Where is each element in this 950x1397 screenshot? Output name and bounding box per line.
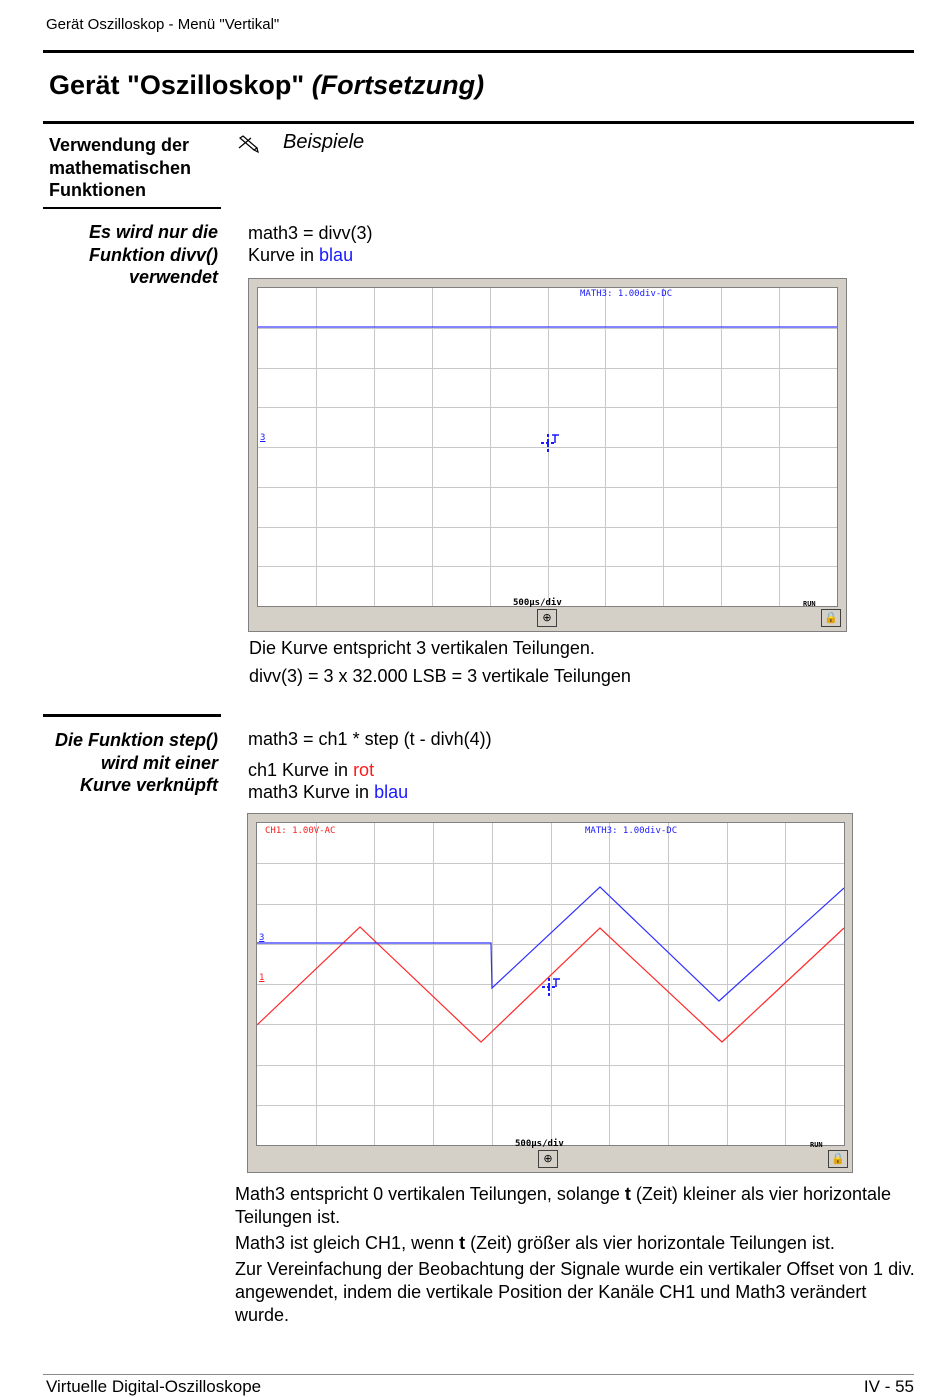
scope2-marker-math: 3 <box>259 933 265 943</box>
header-rule <box>43 50 914 53</box>
example2-paragraph1 <box>235 1183 915 1229</box>
footer-rule <box>43 1374 914 1375</box>
page-title-main: Gerät "Oszilloskop" <box>49 70 305 100</box>
scope1-plot <box>257 287 838 607</box>
scope1-lock-button[interactable]: 🔒 <box>821 609 841 627</box>
example1-curve-color: blau <box>319 245 354 265</box>
example1-formula: math3 = divv(3) <box>248 223 373 243</box>
scope1-trigger-icon <box>541 434 559 452</box>
scope2-zoom-button[interactable]: ⊕ <box>538 1150 558 1168</box>
scope1-window <box>248 278 847 632</box>
scope1-math-label: MATH3: 1.00div-DC <box>580 289 673 299</box>
scope2-run-status: RUN <box>810 1141 823 1149</box>
page-title <box>49 70 484 101</box>
example2-rule <box>43 714 221 717</box>
running-header: Gerät Oszilloskop - Menü "Vertikal" <box>46 16 280 33</box>
scope1-marker-math: 3 <box>260 433 266 443</box>
example2-math-color: blau <box>374 782 409 802</box>
example1-curve-line <box>248 244 353 267</box>
scope2-plot <box>256 822 845 1146</box>
example1-side-label: Es wird nur die Funktion divv() verwendet <box>88 222 218 287</box>
example2-math-prefix: math3 Kurve in <box>248 782 375 802</box>
section-heading: Verwendung der mathematischen Funktionen <box>49 135 192 200</box>
para1-c: (Zeit) kleiner als vier horizontale Teilungen ist. <box>235 1184 892 1227</box>
para1-b: t <box>624 1184 631 1204</box>
examples-label: Beispiele <box>283 131 365 153</box>
example2-side-label: Die Funktion step() wird mit einer Kurve verknüpft <box>55 730 218 795</box>
example2-ch1-line <box>248 759 374 782</box>
para2-c: (Zeit) größer als vier horizontale Teilungen ist. <box>465 1233 835 1253</box>
example2-ch1-color: rot <box>353 760 375 780</box>
scope2-marker-ch1: 1 <box>259 973 265 983</box>
scope2-lock-button[interactable]: 🔒 <box>828 1150 848 1168</box>
example2-paragraph3: Zur Vereinfachung der Beobachtung der Signale wurde ein vertikaler Offset von 1 div. angewendet, indem die vertikale Position der Kanäle CH1 und Math3 verändert wurde. <box>235 1259 915 1325</box>
scope1-run-status: RUN <box>803 600 816 608</box>
para1-a: Math3 entspricht 0 vertikalen Teilungen, solange <box>235 1184 625 1204</box>
pencil-icon <box>238 134 260 154</box>
example1-curve-prefix: Kurve in <box>248 245 320 265</box>
para2-a: Math3 ist gleich CH1, wenn <box>235 1233 460 1253</box>
title-rule <box>43 121 914 124</box>
example1-caption1: Die Kurve entspricht 3 vertikalen Teilungen. <box>249 638 595 658</box>
example2-math-line <box>248 781 408 804</box>
example2-ch1-prefix: ch1 Kurve in <box>248 760 354 780</box>
scope2-timebase: 500µs/div <box>515 1139 564 1149</box>
scope1-svg <box>258 288 837 606</box>
example1-caption2: divv(3) = 3 x 32.000 LSB = 3 vertikale Teilungen <box>249 666 631 686</box>
scope2-math-label: MATH3: 1.00div-DC <box>585 826 678 836</box>
section-heading-rule <box>43 207 221 209</box>
footer-page-number: IV - 55 <box>863 1377 914 1396</box>
footer-left: Virtuelle Digital-Oszilloskope <box>46 1377 262 1396</box>
para2-b: t <box>459 1233 466 1253</box>
scope1-timebase: 500µs/div <box>513 598 562 608</box>
scope2-ch1-label: CH1: 1.00V-AC <box>265 826 336 836</box>
scope2-grid <box>257 823 844 1145</box>
scope2-svg <box>257 823 844 1145</box>
scope2-window <box>247 813 853 1173</box>
example2-formula: math3 = ch1 * step (t - divh(4)) <box>248 729 492 749</box>
scope1-zoom-button[interactable]: ⊕ <box>537 609 557 627</box>
example2-paragraph2 <box>235 1232 915 1255</box>
page-title-italic: (Fortsetzung) <box>311 70 485 100</box>
